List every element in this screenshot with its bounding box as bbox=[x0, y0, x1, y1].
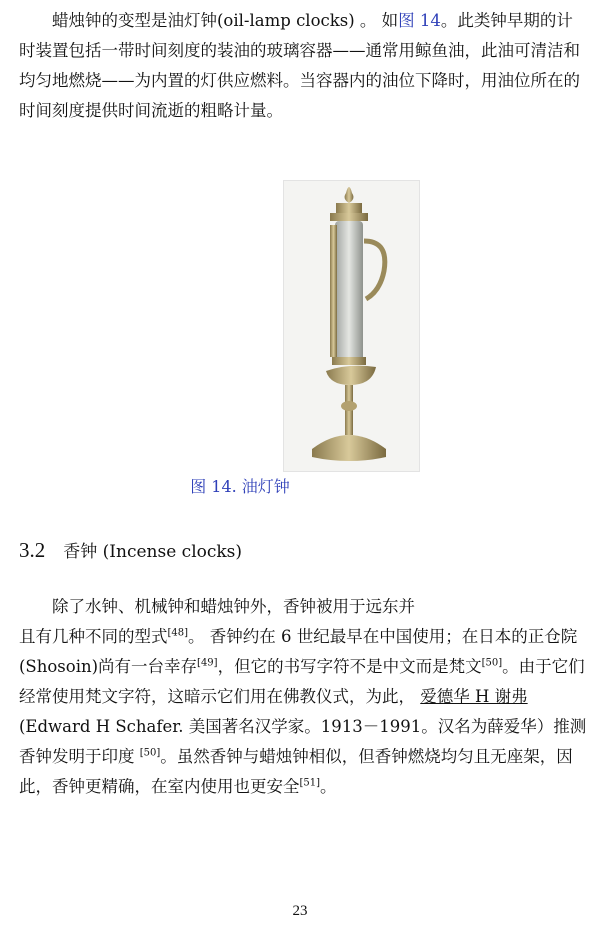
oil-lamp-clock-illustration bbox=[284, 181, 419, 471]
citation-50-second[interactable]: [50] bbox=[139, 747, 161, 759]
intro-paragraph bbox=[19, 6, 587, 126]
citation-51[interactable]: [51] bbox=[299, 777, 321, 789]
text-part-d: 。由于它们经常使用梵文字符，这暗示它们用在佛教仪式，为此， bbox=[19, 657, 585, 706]
intro-text-start: 蜡烛钟的变型是油灯钟(oil-lamp clocks) 。 如 bbox=[52, 11, 399, 30]
text-part-e: (Edward H Schafer. 美国著名汉学家。1913－1991。汉名为薛爱华）推测香钟发明于印度 bbox=[19, 717, 587, 766]
intro-text-end: 。此类钟早期的计时装置包括一带时间刻度的装油的玻璃容器——通常用鲸鱼油，此油可清洁和均匀地燃烧——为内置的灯供应燃料。当容器内的油位下降时，用油位所在的时间刻度提供时间流逝的粗略计量。 bbox=[19, 11, 580, 120]
citation-49[interactable]: [49] bbox=[197, 657, 218, 669]
text-part-b: 。 香钟约在 6 世纪最早在中国使用；在日本的正仓院(Shosoin)尚有一台幸存 bbox=[19, 627, 578, 676]
text-part-c: ，但它的书写字符不是中文而是梵文 bbox=[217, 657, 482, 676]
section-title: 香钟 (Incense clocks) bbox=[63, 542, 243, 562]
section-heading bbox=[19, 537, 242, 563]
text-line1: 除了水钟、机械钟和蜡烛钟外，香钟被用于远东并 bbox=[52, 597, 415, 616]
citation-50[interactable]: [50] bbox=[481, 657, 503, 669]
section-number: 3.2 bbox=[19, 538, 46, 562]
text-part-g: 。 bbox=[320, 777, 337, 796]
text-part-f: 。虽然香钟与蜡烛钟相似，但香钟燃烧均匀且无座架，因此，香钟更精确，在室内使用也更安全 bbox=[19, 747, 573, 796]
person-name[interactable]: 爱德华 H 谢弗 bbox=[420, 687, 528, 706]
page-number: 23 bbox=[292, 903, 308, 919]
figure-caption: 图 14. 油灯钟 bbox=[190, 477, 290, 496]
oil-lamp-clock-image bbox=[283, 180, 420, 472]
figure-14-link[interactable]: 图 14 bbox=[398, 11, 441, 30]
text-part-a: 且有几种不同的型式 bbox=[19, 627, 168, 646]
citation-48[interactable]: [48] bbox=[167, 627, 189, 639]
incense-clock-paragraph bbox=[19, 592, 587, 802]
